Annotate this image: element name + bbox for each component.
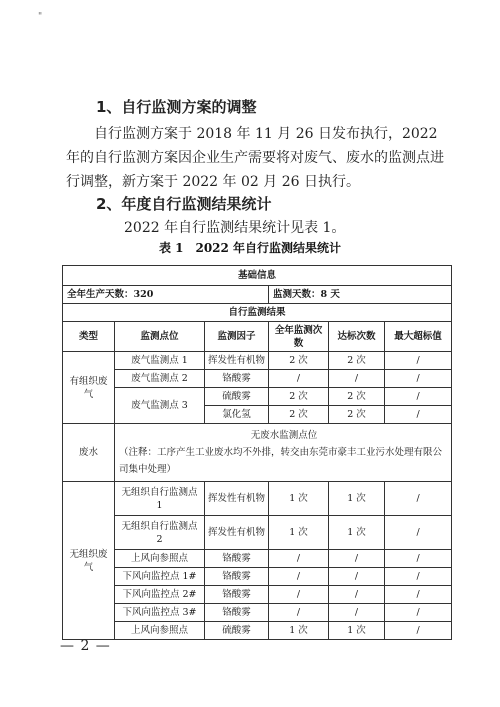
cell-factor: 硫酸雾 [205,622,269,640]
cell-count: / [269,550,329,568]
cell-point: 废气监测点 1 [115,352,205,370]
cell-max: / [385,550,452,568]
page-number: — 2 — [60,638,111,654]
cell-max: / [385,352,452,370]
header-max: 最大超标值 [385,322,452,352]
cell-factor: 挥发性有机物 [205,482,269,516]
header-row [63,322,452,352]
section-2-heading: 2、年度自行监测结果统计 [96,195,272,213]
header-factor: 监测因子 [205,322,269,352]
wastewater-note: （注释：工序产生工业废水均不外排，转交由东莞市豪丰工业污水处理有限公司集中处理） [119,447,443,475]
type-organized: 有组织废气 [63,352,115,424]
table-row [63,550,452,568]
cell-factor: 挥发性有机物 [205,516,269,550]
cell-factor: 挥发性有机物 [205,352,269,370]
table-row [63,568,452,586]
cell-pass: / [329,550,385,568]
cell-point: 上风向参照点 [115,622,205,640]
table-row [63,370,452,388]
table-row [63,482,452,516]
wastewater-line: 无废水监测点位 [250,430,318,441]
type-wastewater: 废水 [63,424,115,482]
cell-count: 2 次 [269,352,329,370]
cell-pass: 1 次 [329,482,385,516]
header-count: 全年监测次数 [269,322,329,352]
cell-point: 废气监测点 2 [115,370,205,388]
cell-point: 下风向监控点 2# [115,586,205,604]
cell-factor: 铬酸雾 [205,604,269,622]
cell-max: / [385,568,452,586]
cell-factor: 氯化氢 [205,406,269,424]
cell-count: 1 次 [269,516,329,550]
cell-factor: 铬酸雾 [205,370,269,388]
table-row [63,424,452,482]
cell-point: 废气监测点 3 [115,388,205,424]
cell-factor: 硫酸雾 [205,388,269,406]
table-row [63,604,452,622]
results-title: 自行监测结果 [63,304,452,322]
cell-pass: 2 次 [329,406,385,424]
cell-pass: / [329,568,385,586]
cell-max: / [385,482,452,516]
cell-factor: 铬酸雾 [205,586,269,604]
cell-count: / [269,604,329,622]
cell-count: / [269,370,329,388]
cell-count: 1 次 [269,622,329,640]
header-pass: 达标次数 [329,322,385,352]
type-unorganized: 无组织废气 [63,482,115,640]
cell-max: / [385,516,452,550]
cell-count: / [269,586,329,604]
cell-max: / [385,406,452,424]
cell-point: 下风向监控点 1# [115,568,205,586]
basic-info-title: 基础信息 [63,266,452,286]
cell-pass: 1 次 [329,622,385,640]
cell-pass: / [329,370,385,388]
cell-pass: 2 次 [329,388,385,406]
table-row [63,586,452,604]
cell-count: 2 次 [269,388,329,406]
cell-point: 无组织自行监测点 2 [115,516,205,550]
cell-max: / [385,586,452,604]
cell-max: / [385,622,452,640]
section-1-paragraph: 自行监测方案于 2018 年 11 月 26 日发布执行，2022 年的自行监测方案因企业生产需要将对废气、废水的监测点进行调整，新方案于 2022 年 02 月 26 日执行。 [66,126,444,190]
cell-count: 2 次 [269,406,329,424]
section-2-intro: 2022 年自行监测结果统计见表 1。 [124,220,346,236]
cell-point: 无组织自行监测点 1 [115,482,205,516]
production-days: 全年生产天数：320 [63,286,269,304]
header-type: 类型 [63,322,115,352]
header-point: 监测点位 [115,322,205,352]
cell-pass: / [329,604,385,622]
table-caption: 表 1 2022 年自行监测结果统计 [158,241,342,255]
monitoring-results-table [62,265,452,640]
table-row [63,352,452,370]
cell-count: / [269,568,329,586]
cell-pass: / [329,586,385,604]
cell-max: / [385,370,452,388]
cell-pass: 2 次 [329,352,385,370]
cell-point: 下风向监控点 3# [115,604,205,622]
table-row [63,516,452,550]
table-row [63,388,452,406]
table-row [63,286,452,304]
cell-pass: 1 次 [329,516,385,550]
section-1-heading: 1、自行监测方案的调整 [96,98,257,116]
corner-mark: " [38,12,43,22]
cell-factor: 铬酸雾 [205,568,269,586]
cell-point: 上风向参照点 [115,550,205,568]
table-row [63,304,452,322]
cell-max: / [385,604,452,622]
cell-max: / [385,388,452,406]
cell-count: 1 次 [269,482,329,516]
monitoring-days: 监测天数：8 天 [269,286,452,304]
table-row [63,622,452,640]
cell-factor: 铬酸雾 [205,550,269,568]
wastewater-cell [115,424,452,482]
table-row [63,266,452,286]
